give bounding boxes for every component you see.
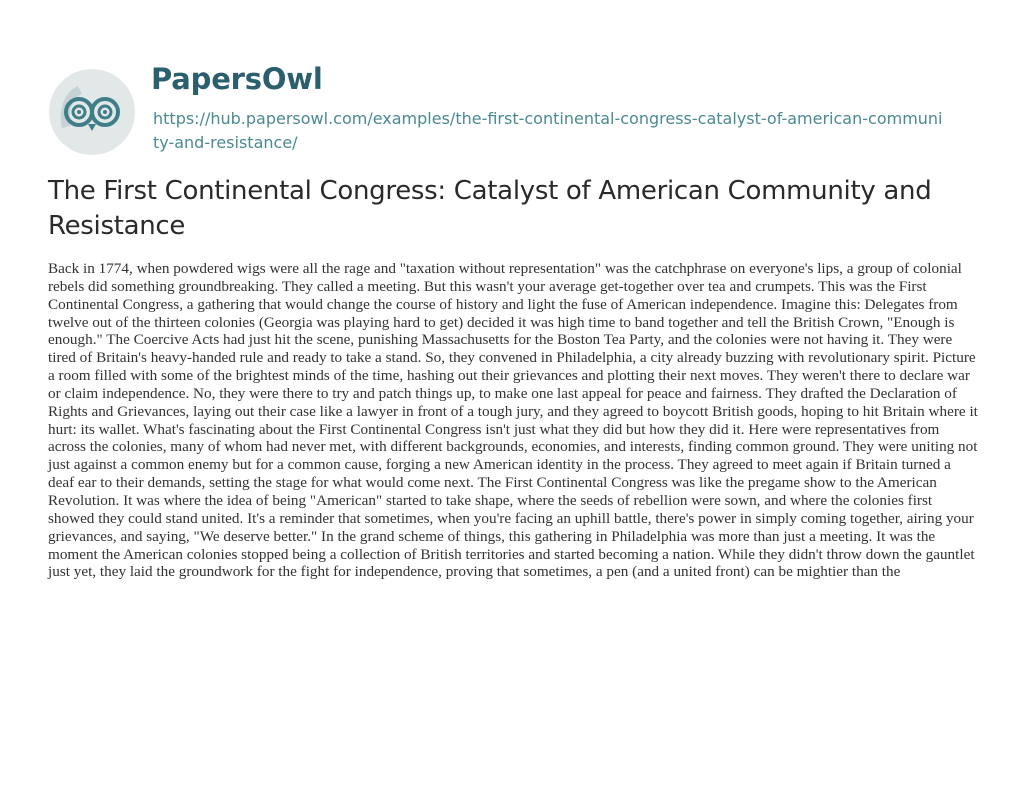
owl-logo-icon xyxy=(48,68,136,156)
document-body: Back in 1774, when powdered wigs were all the rage and "taxation without representation" was the catchphrase on everyone's lips, a group of colonial rebels did something groundbreaking. They called a meeting. But this wasn't your average get-together over tea and crumpets. This was the First Continental Congress, a gathering that would change the course of history and light the fuse of American independence. Imagine this: Delegates from twelve out of the thirteen colonies (Georgia was playing hard to get) decided it was high time to band together and tell the British Crown, "Enough is enough." The Coercive Acts had just hit the scene, punishing Massachusetts for the Boston Tea Party, and the colonies were not having it. They were tired of Britain's heavy-handed rule and ready to take a stand. So, they convened in Philadelphia, a city already buzzing with revolutionary spirit. Picture a room filled with some of the brightest minds of the time, hashing out their grievances and plotting their next moves. They weren't there to declare war or claim independence. No, they were there to try and patch things up, to make one last appeal for peace and fairness. They drafted the Declaration of Rights and Grievances, laying out their case like a lawyer in front of a tough jury, and they agreed to boycott British goods, hoping to hit Britain where it hurt: its wallet. What's fascinating about the First Continental Congress isn't just what they did but how they did it. Here were representatives from across the colonies, many of whom had never met, with different backgrounds, economies, and interests, finding common ground. They were uniting not just against a common enemy but for a common cause, forging a new American identity in the process. They agreed to meet again if Britain turned a deaf ear to their demands, setting the stage for what would come next. The First Continental Congress was like the pregame show to the American Revolution. It was where the idea of being "American" started to take shape, where the seeds of rebellion were sown, and where the colonies first showed they could stand united. It's a reminder that sometimes, when you're facing an uphill battle, there's power in simply coming together, airing your grievances, and saying, "We deserve better." In the grand scheme of things, this gathering in Philadelphia was more than just a meeting. It was the moment the American colonies stopped being a collection of British territories and started becoming a nation. While they didn't throw down the gauntlet just yet, they laid the groundwork for the fight for independence, proving that sometimes, a pen (and a united front) can be mightier than the xyxy=(48,260,978,581)
site-header xyxy=(48,30,988,160)
brand-name: PapersOwl xyxy=(151,62,323,96)
document-title: The First Continental Congress: Catalyst of American Community and Resistance xyxy=(48,176,932,241)
source-url-link[interactable]: https://hub.papersowl.com/examples/the-first-continental-congress-catalyst-of-american-community-and-resistance/ xyxy=(153,109,943,152)
